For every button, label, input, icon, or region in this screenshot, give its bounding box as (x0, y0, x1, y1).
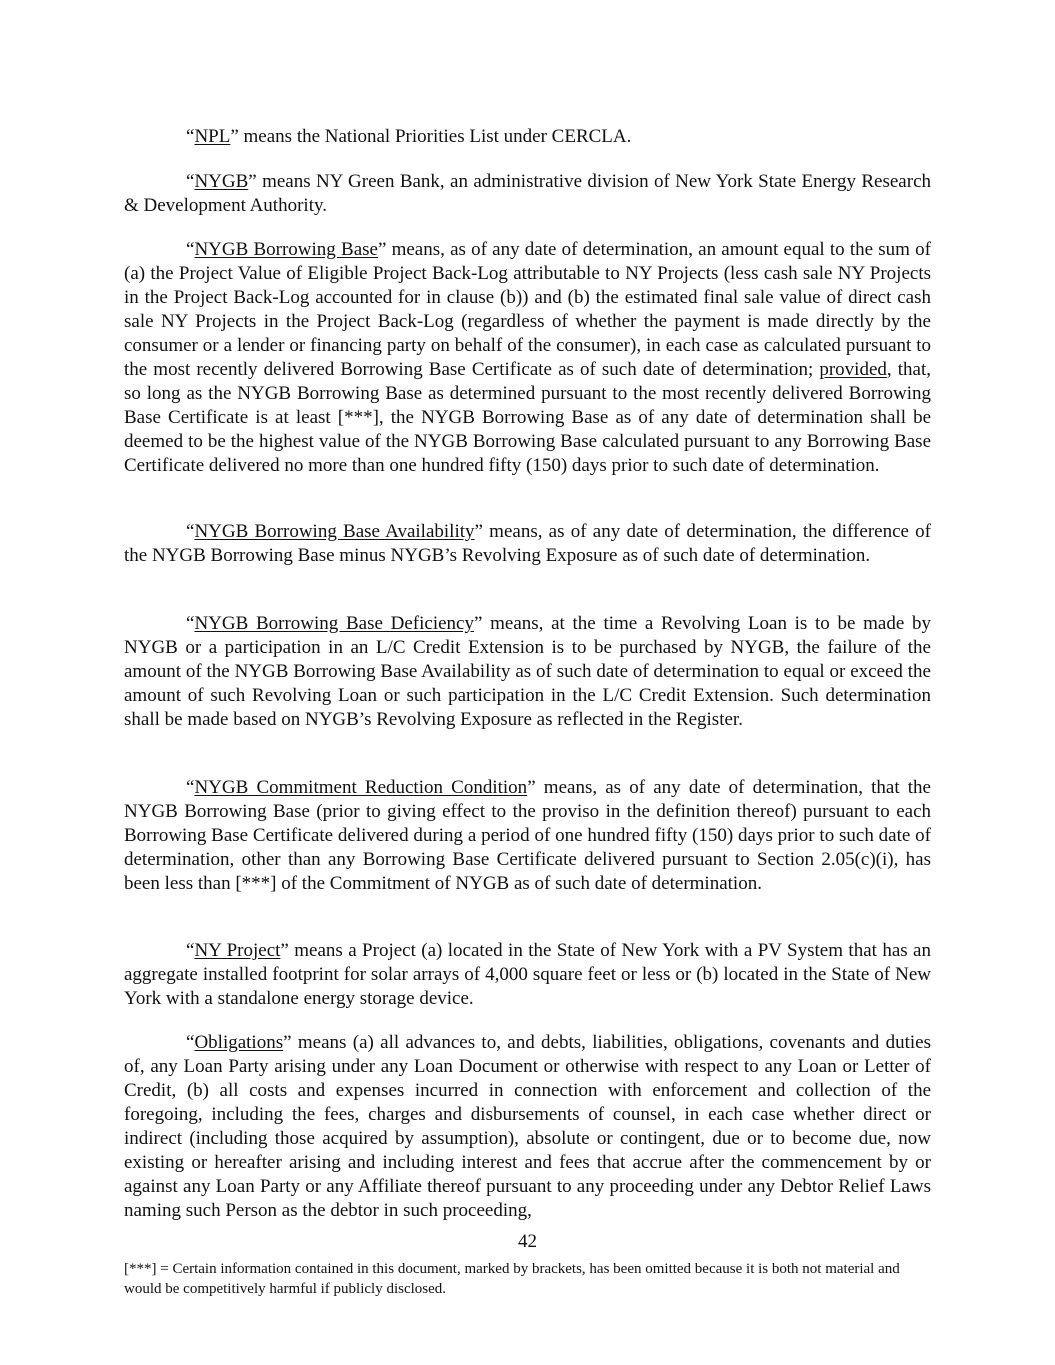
definition-text: ” means, as of any date of determination, an amount equal to the sum of (a) the Project Value of Eligible Project Back-Log attributable to NY Projects (less cash sale NY Projects in the Project Back-Log accounted for in clause (b)) and (b) the estimated final sale value of direct cash sale NY Projects in the Project Back-Log (regardless of whether the payment is made directly by the consumer or a lender or financing party on behalf of the consumer), in each case as calculated pursuant to the most recently delivered Borrowing Base Certificate as of such date of determination; (124, 239, 931, 380)
definition-nygb-commitment-reduction-condition (124, 776, 931, 896)
definition-nygb-borrowing-base-deficiency (124, 612, 931, 732)
proviso-term: provided (819, 359, 887, 380)
open-quote: “ (186, 521, 195, 542)
defined-term: NYGB Borrowing Base (194, 239, 378, 260)
defined-term: NYGB (194, 171, 249, 192)
open-quote: “ (186, 777, 195, 798)
open-quote: “ (186, 239, 195, 260)
definition-npl (124, 125, 931, 149)
open-quote: “ (186, 171, 195, 192)
definition-nygb (124, 170, 931, 218)
definition-obligations (124, 1031, 931, 1223)
open-quote: “ (186, 126, 195, 147)
defined-term: NYGB Borrowing Base Deficiency (194, 613, 474, 634)
definition-text: ” means, as of any date of determination, the difference of the NYGB Borrowing Base minus NYGB’s Revolving Exposure as of such date of determination. (124, 521, 931, 566)
defined-term: NY Project (194, 940, 281, 961)
definition-nygb-borrowing-base-availability (124, 520, 931, 568)
page-number: 42 (518, 1231, 537, 1252)
definition-text: ” means, at the time a Revolving Loan is to be made by NYGB or a participation in an L/C Credit Extension is to be purchased by NYGB, the failure of the amount of the NYGB Borrowing Base Availability as of such date of determination to equal or exceed the amount of such Revolving Loan or such participation in the L/C Credit Extension. Such determination shall be made based on NYGB’s Revolving Exposure as reflected in the Register. (124, 613, 931, 730)
definition-text: ” means (a) all advances to, and debts, liabilities, obligations, covenants and duties of, any Loan Party arising under any Loan Document or otherwise with respect to any Loan or Letter of Credit, (b) all costs and expenses incurred in connection with enforcement and collection of the foregoing, including the fees, charges and disbursements of counsel, in each case whether direct or indirect (including those acquired by assumption), absolute or contingent, due or to become due, now existing or hereafter arising and including interest and fees that accrue after the commencement by or against any Loan Party or any Affiliate thereof pursuant to any proceeding under any Debtor Relief Laws naming such Person as the debtor in such proceeding, (124, 1032, 931, 1221)
definition-text: ” means the National Priorities List under CERCLA. (230, 126, 632, 147)
defined-term: NPL (194, 126, 231, 147)
definition-text: ” means a Project (a) located in the State of New York with a PV System that has an aggregate installed footprint for solar arrays of 4,000 square feet or less or (b) located in the State of New York with a standalone energy storage device. (124, 940, 931, 1009)
defined-term: NYGB Commitment Reduction Condition (194, 777, 528, 798)
definition-text-continued: , that, so long as the NYGB Borrowing Base as determined pursuant to the most recently delivered Borrowing Base Certificate is at least [***], the NYGB Borrowing Base as of any date of determination shall be deemed to be the highest value of the NYGB Borrowing Base calculated pursuant to any Borrowing Base Certificate delivered no more than one hundred fifty (150) days prior to such date of determination. (124, 359, 931, 476)
definition-text: ” means NY Green Bank, an administrative division of New York State Energy Research & Development Authority. (124, 171, 931, 216)
definition-text: ” means, as of any date of determination, that the NYGB Borrowing Base (prior to giving effect to the proviso in the definition thereof) pursuant to each Borrowing Base Certificate delivered during a period of one hundred fifty (150) days prior to such date of determination, other than any Borrowing Base Certificate delivered pursuant to Section 2.05(c)(i), has been less than [***] of the Commitment of NYGB as of such date of determination. (124, 777, 931, 894)
footnote: [***] = Certain information contained in this document, marked by brackets, has been omitted because it is both not material and would be competitively harmful if publicly disclosed. (124, 1261, 900, 1297)
defined-term: NYGB Borrowing Base Availability (194, 521, 475, 542)
definition-ny-project (124, 939, 931, 1011)
definition-nygb-borrowing-base (124, 238, 931, 478)
open-quote: “ (186, 613, 195, 634)
defined-term: Obligations (194, 1032, 284, 1053)
open-quote: “ (186, 1032, 195, 1053)
open-quote: “ (186, 940, 195, 961)
